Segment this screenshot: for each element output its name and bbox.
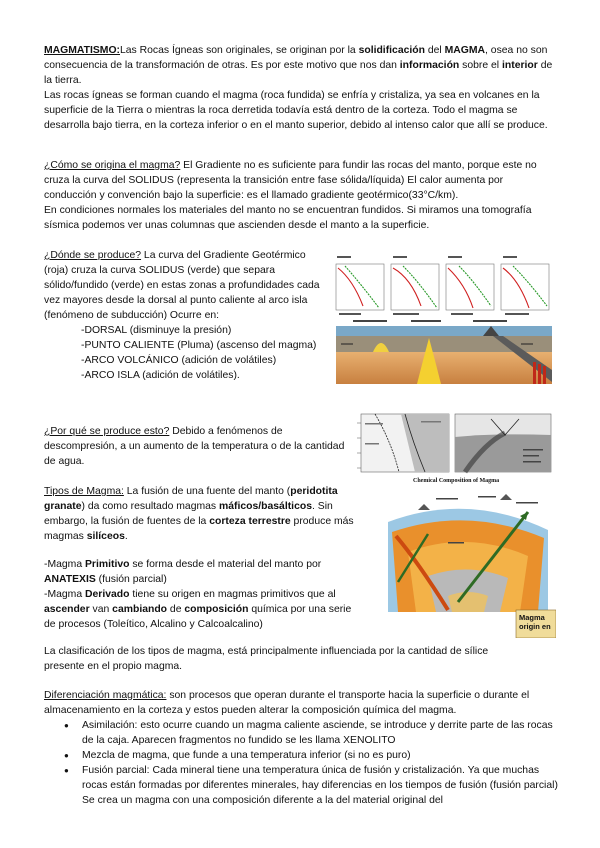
bold-term: MAGMA — [444, 45, 486, 56]
text: La curva del Gradiente Geotérmico (roja) cruza la curva SOLIDUS (verde) que separa sólido/fundido (verde) en estas zonas a profundidades cada vez mayores desde la dorsal al punto caliente al arco isla (fenómeno de subducción) Ocurre en: — [44, 250, 320, 321]
text: . Sin embargo, la fusión de fuentes de la — [44, 501, 333, 527]
where-paragraph — [44, 248, 322, 383]
list-item: -PUNTO CALIENTE (Pluma) (ascenso del magma) — [81, 340, 317, 351]
list-item: -ARCO VOLCÁNICO (adición de volátiles) — [81, 355, 277, 366]
question-heading: ¿Dónde se produce? — [44, 250, 142, 261]
label-line: origin en — [519, 622, 551, 631]
text: En condiciones normales los materiales del manto no se encuentran fundidos. Si miramos una tomografía sísmica podemos ver unas columnas que ascienden desde el manto a la superficie. — [44, 205, 532, 231]
magma-origin-graphic — [388, 492, 556, 638]
text: tiene su origen en magmas primitivos que al — [129, 589, 336, 600]
section-title: MAGMATISMO: — [44, 45, 120, 56]
bold-term: corteza terrestre — [209, 516, 291, 527]
primitive-derived-paragraph — [44, 557, 364, 632]
text: van — [89, 604, 113, 615]
text: Las Rocas Ígneas son originales, se originan por la — [120, 45, 359, 56]
bold-term: cambiando — [112, 604, 168, 615]
text: El Gradiente no es suficiente para fundir las rocas del manto, porque este no cruza la curva del SOLIDUS (representa la transición entre fase sólida/líquida) El calor aumenta por conducción y convención bajo la superficie: es el llamado gradiente geotérmico(33°C/km). — [44, 160, 537, 201]
bold-term: máficos/basálticos — [219, 501, 312, 512]
text: Debido a fenómenos de descompresión, a un aumento de la temperatura o de la cantidad de agua. — [44, 426, 345, 467]
magma-origin-diagram — [388, 492, 556, 638]
text: (fusión parcial) — [95, 574, 167, 585]
magma-composition-graphic — [355, 413, 555, 485]
origin-paragraph — [44, 158, 558, 233]
text: ) da como resultado magmas — [81, 501, 219, 512]
text: de — [167, 604, 185, 615]
bold-term: composición — [184, 604, 249, 615]
geotherm-diagram — [333, 250, 555, 413]
bold-term: peridotita granate — [44, 486, 338, 512]
classification-paragraph — [44, 644, 504, 674]
section-heading: Tipos de Magma: — [44, 486, 124, 497]
text: La clasificación de los tipos de magma, está principalmente influenciada por la cantidad de sílice presente en el propio magma. — [44, 646, 489, 672]
list-item: ● Asimilación: esto ocurre cuando un magma caliente asciende, se introduce y derrite parte de las rocas de la caja. Aparecen fragmentos no fundido se les llama XENOLITO — [68, 718, 558, 748]
list-item: ● Fusión parcial: Cada mineral tiene una temperatura única de fusión y cristalización. Ya que muchas rocas están formadas por diferentes minerales, hay diferencias en los tiempos de fusión (fusión parcial) Se crea un magma con una composición diferente a la del material original del — [68, 763, 558, 808]
magma-origin-label — [519, 613, 551, 631]
bold-term: Primitivo — [85, 559, 130, 570]
text: del — [424, 45, 445, 56]
bold-term: silíceos — [86, 531, 125, 542]
question-heading: ¿Cómo se origina el magma? — [44, 160, 181, 171]
text: . — [124, 531, 128, 542]
text: -Magma — [44, 559, 85, 570]
text: de la tierra. — [44, 60, 553, 86]
list-item: ● Mezcla de magma, que funde a una temperatura inferior (si no es puro) — [68, 748, 558, 763]
process-list — [44, 718, 558, 808]
bold-term: ANATEXIS — [44, 574, 96, 585]
bold-term: Derivado — [85, 589, 130, 600]
text: se forma desde el material del manto por — [129, 559, 322, 570]
text: sobre el — [459, 60, 503, 71]
text: son procesos que operan durante el transporte hacia la superficie o durante el almacenamiento en la corteza y estos pueden alterar la composición química del magma. — [44, 690, 530, 716]
intro-paragraph — [44, 43, 558, 133]
bold-term: solidificación — [358, 45, 425, 56]
geotherm-diagram-graphic — [333, 250, 555, 413]
intro-line: Las rocas ígneas se forman cuando el magma (roca fundida) se enfría y cristaliza, ya sea en volcanes en la superficie de la Tierra o mientras la roca derretida todavía está dentro de la corteza. Todo el magma se desarrolla bajo tierra, en la corteza inferior o en el manto superior, debido al intenso calor que allí se produce. — [44, 90, 548, 131]
differentiation-paragraph — [44, 688, 558, 808]
text: produce más magmas — [44, 516, 354, 542]
magma-types-paragraph — [44, 484, 354, 544]
location-list — [44, 323, 322, 383]
why-paragraph — [44, 424, 354, 469]
list-item: -ARCO ISLA (adición de volátiles). — [81, 370, 240, 381]
bold-term: interior — [502, 60, 538, 71]
text: , osea no son consecuencia de la transformación de otras. Es por este motivo que nos dan — [44, 45, 548, 71]
bold-term: ascender — [44, 604, 90, 615]
question-heading: ¿Por qué se produce esto? — [44, 426, 170, 437]
text: química por una serie de procesos (Toleítico, Alcalino y Calcoalcalino) — [44, 604, 352, 630]
label-line: Magma — [519, 613, 545, 622]
diagram-caption: Chemical Composition of Magma — [413, 478, 500, 484]
section-heading: Diferenciación magmática: — [44, 690, 167, 701]
list-item: -DORSAL (disminuye la presión) — [81, 325, 232, 336]
magma-composition-diagram — [355, 413, 555, 485]
bold-term: información — [399, 60, 460, 71]
text: -Magma — [44, 589, 85, 600]
text: La fusión de una fuente del manto ( — [123, 486, 291, 497]
